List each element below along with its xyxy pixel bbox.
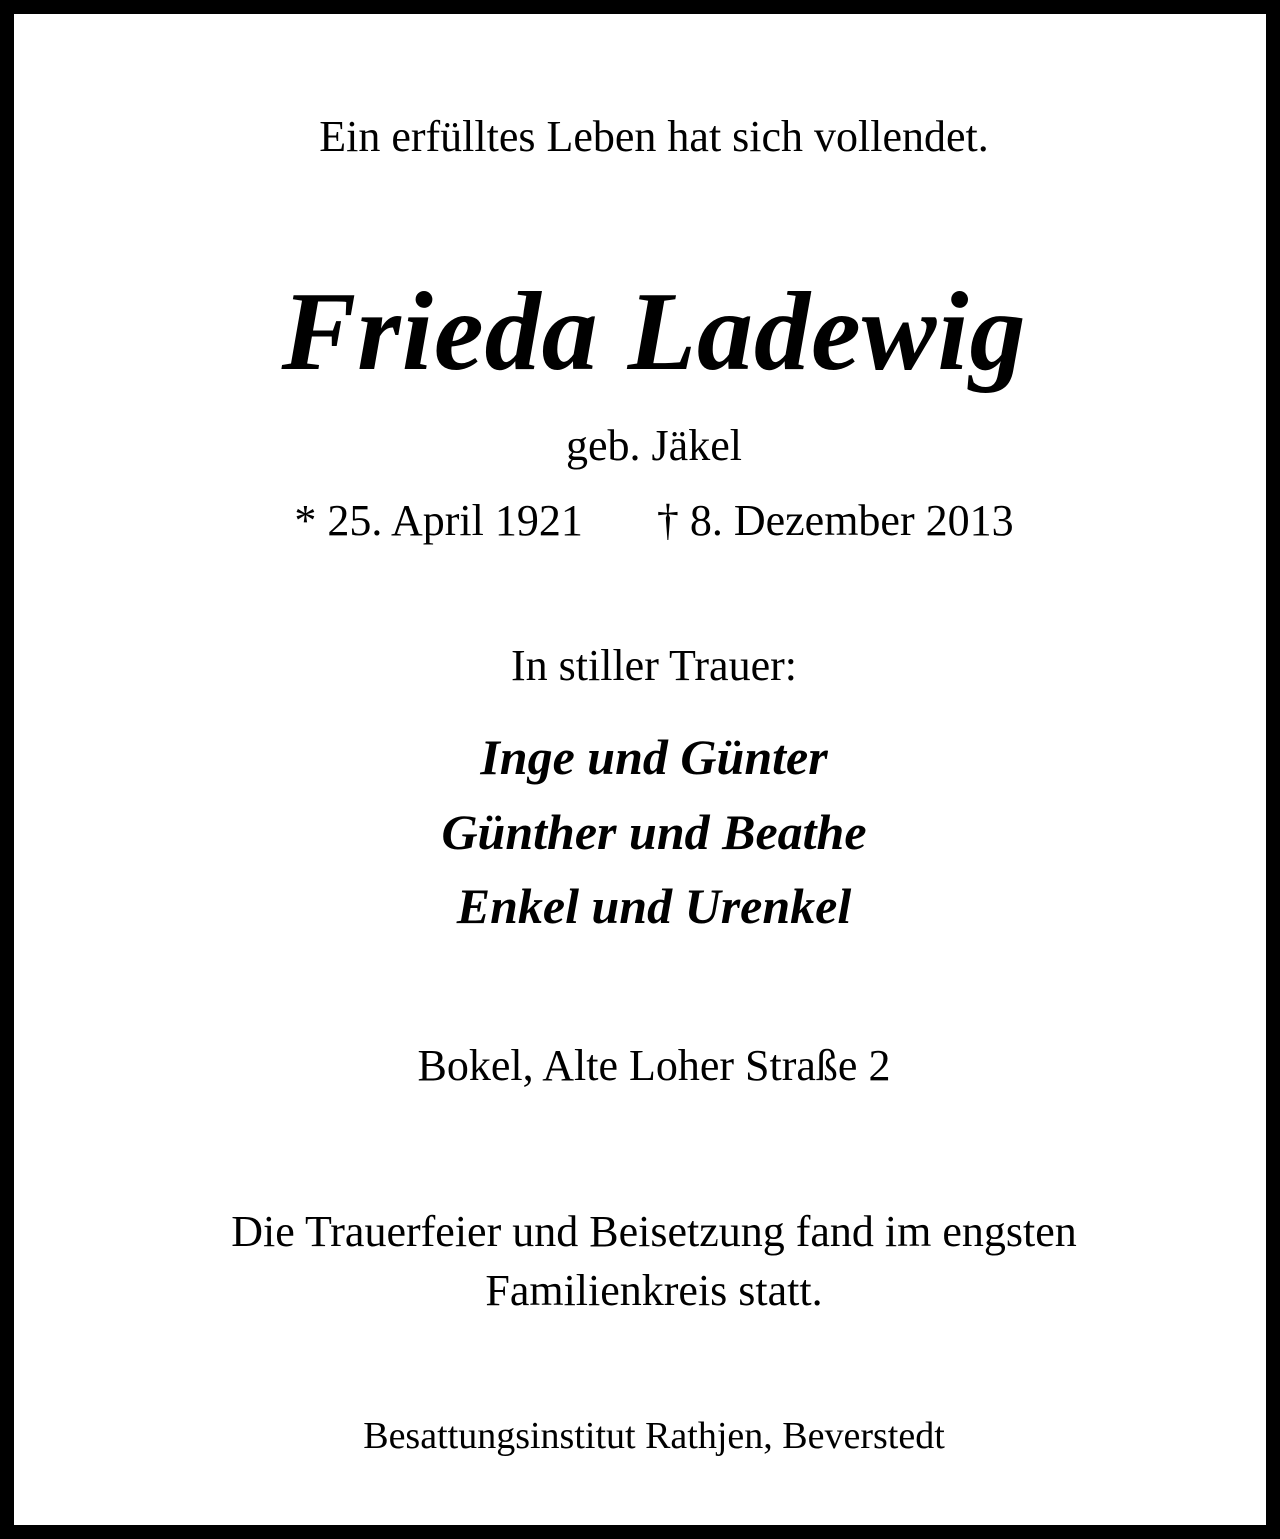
intro-line: Ein erfülltes Leben hat sich vollendet. xyxy=(319,112,989,161)
undertaker-credit: Besattungsinstitut Rathjen, Beverstedt xyxy=(363,1415,945,1457)
address: Bokel, Alte Loher Straße 2 xyxy=(417,1041,891,1090)
mourning-label: In stiller Trauer: xyxy=(511,641,797,690)
ceremony-text xyxy=(14,1202,1280,1320)
mourner-line: Günther und Beathe xyxy=(441,804,867,860)
death-date: † 8. Dezember 2013 xyxy=(656,496,1014,545)
ceremony-line: Familienkreis statt. xyxy=(485,1266,823,1315)
mourner-line: Inge und Günter xyxy=(480,729,828,785)
life-dates xyxy=(14,496,1280,545)
mourner-line: Enkel und Urenkel xyxy=(456,878,852,934)
deceased-name: Frieda Ladewig xyxy=(281,270,1027,394)
maiden-name: geb. Jäkel xyxy=(566,421,742,470)
birth-date: * 25. April 1921 xyxy=(294,496,583,545)
ceremony-line: Die Trauerfeier und Beisetzung fand im engsten xyxy=(231,1207,1077,1256)
